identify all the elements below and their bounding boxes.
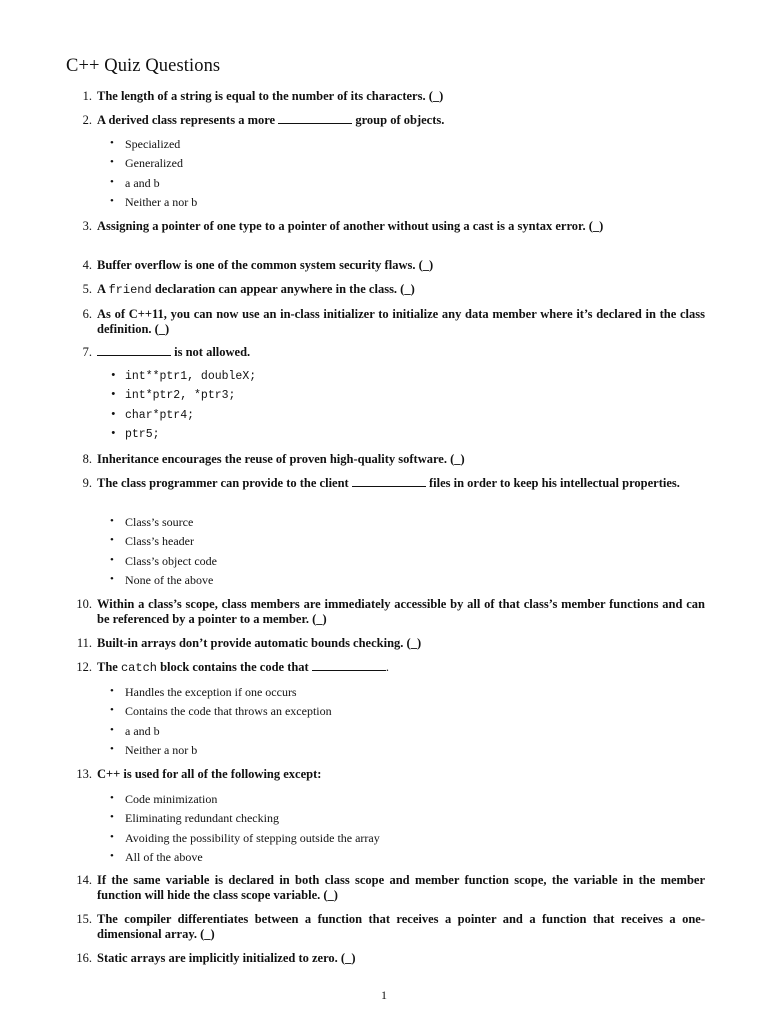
list-item: • Handles the exception if one occurs: [110, 685, 332, 704]
list-item: • Contains the code that throws an exception: [110, 704, 332, 723]
question-text: Assigning a pointer of one type to a pointer of another without using a cast is a syntax error. (_): [97, 219, 604, 233]
list-item: • Avoiding the possibility of stepping outside the array: [110, 831, 380, 850]
options-list: [110, 515, 217, 593]
list-item: • All of the above: [110, 850, 380, 869]
options-list: [110, 792, 380, 870]
question-number: 7.: [82, 345, 92, 359]
question-text: The length of a string is equal to the number of its characters. (_): [97, 89, 444, 103]
answer-blank: [97, 345, 171, 356]
question-text: The class programmer can provide to the client files in order to keep his intellectual properties.: [97, 476, 680, 490]
question-number: 8.: [82, 452, 92, 466]
list-item: • Specialized: [110, 137, 197, 156]
question-text: C++ is used for all of the following except:: [97, 767, 322, 781]
question-number: 11.: [76, 636, 92, 650]
page-title: C++ Quiz Questions: [66, 56, 221, 76]
list-item: • a and b: [110, 724, 332, 743]
list-item: • Eliminating redundant checking: [110, 811, 380, 830]
page-number: 1: [381, 988, 387, 1002]
question-text: Within a class’s scope, class members are immediately accessible by all of that class’s member functions and can be referenced by a pointer to a member. (_): [97, 597, 705, 626]
question-number: 6.: [82, 307, 92, 321]
question-text: Built-in arrays don’t provide automatic bounds checking. (_): [97, 636, 422, 650]
list-item: • None of the above: [110, 573, 217, 592]
answer-blank: [352, 476, 426, 487]
list-item: • a and b: [110, 176, 197, 195]
question-number: 9.: [82, 476, 92, 490]
question-number: 14.: [76, 873, 92, 887]
question-number: 12.: [76, 660, 92, 674]
question-text: If the same variable is declared in both class scope and member function scope, the variable in the member function will hide the class scope variable. (_): [97, 873, 705, 902]
question-number: 4.: [82, 258, 92, 272]
answer-blank: [278, 113, 352, 124]
list-item: • int*ptr2, *ptr3;: [110, 389, 256, 408]
question-text: Buffer overflow is one of the common system security flaws. (_): [97, 258, 434, 272]
options-list: [110, 137, 197, 215]
list-item: • Class’s object code: [110, 554, 217, 573]
question-number: 16.: [76, 951, 92, 965]
question-text: A friend declaration can appear anywhere in the class. (_): [97, 282, 415, 297]
question-number: 15.: [76, 912, 92, 926]
list-item: • Class’s header: [110, 534, 217, 553]
list-item: • int**ptr1, doubleX;: [110, 370, 256, 389]
list-item: • Neither a nor b: [110, 195, 197, 214]
options-list: [110, 685, 332, 763]
options-list: [110, 370, 256, 448]
list-item: • ptr5;: [110, 428, 256, 447]
question-text: A derived class represents a more group of objects.: [97, 113, 445, 127]
question-number: 10.: [76, 597, 92, 611]
list-item: • Generalized: [110, 156, 197, 175]
list-item: • Neither a nor b: [110, 743, 332, 762]
list-item: • Class’s source: [110, 515, 217, 534]
question-number: 3.: [82, 219, 92, 233]
list-item: • char*ptr4;: [110, 409, 256, 428]
answer-blank: [312, 660, 386, 671]
question-text: is not allowed.: [97, 345, 705, 360]
question-number: 1.: [82, 89, 92, 103]
question-text: As of C++11, you can now use an in-class initializer to initialize any data member where it’s declared in the class definition. (_): [97, 307, 705, 336]
question-number: 13.: [76, 767, 92, 781]
question-text: The catch block contains the code that .: [97, 660, 389, 675]
question-text: The compiler differentiates between a function that receives a pointer and a function that receives a one-dimensional array. (_): [97, 912, 705, 941]
question-text: Inheritance encourages the reuse of proven high-quality software. (_): [97, 452, 465, 466]
question-number: 5.: [82, 282, 92, 296]
question-number: 2.: [82, 113, 92, 127]
question-text: Static arrays are implicitly initialized to zero. (_): [97, 951, 356, 965]
list-item: • Code minimization: [110, 792, 380, 811]
